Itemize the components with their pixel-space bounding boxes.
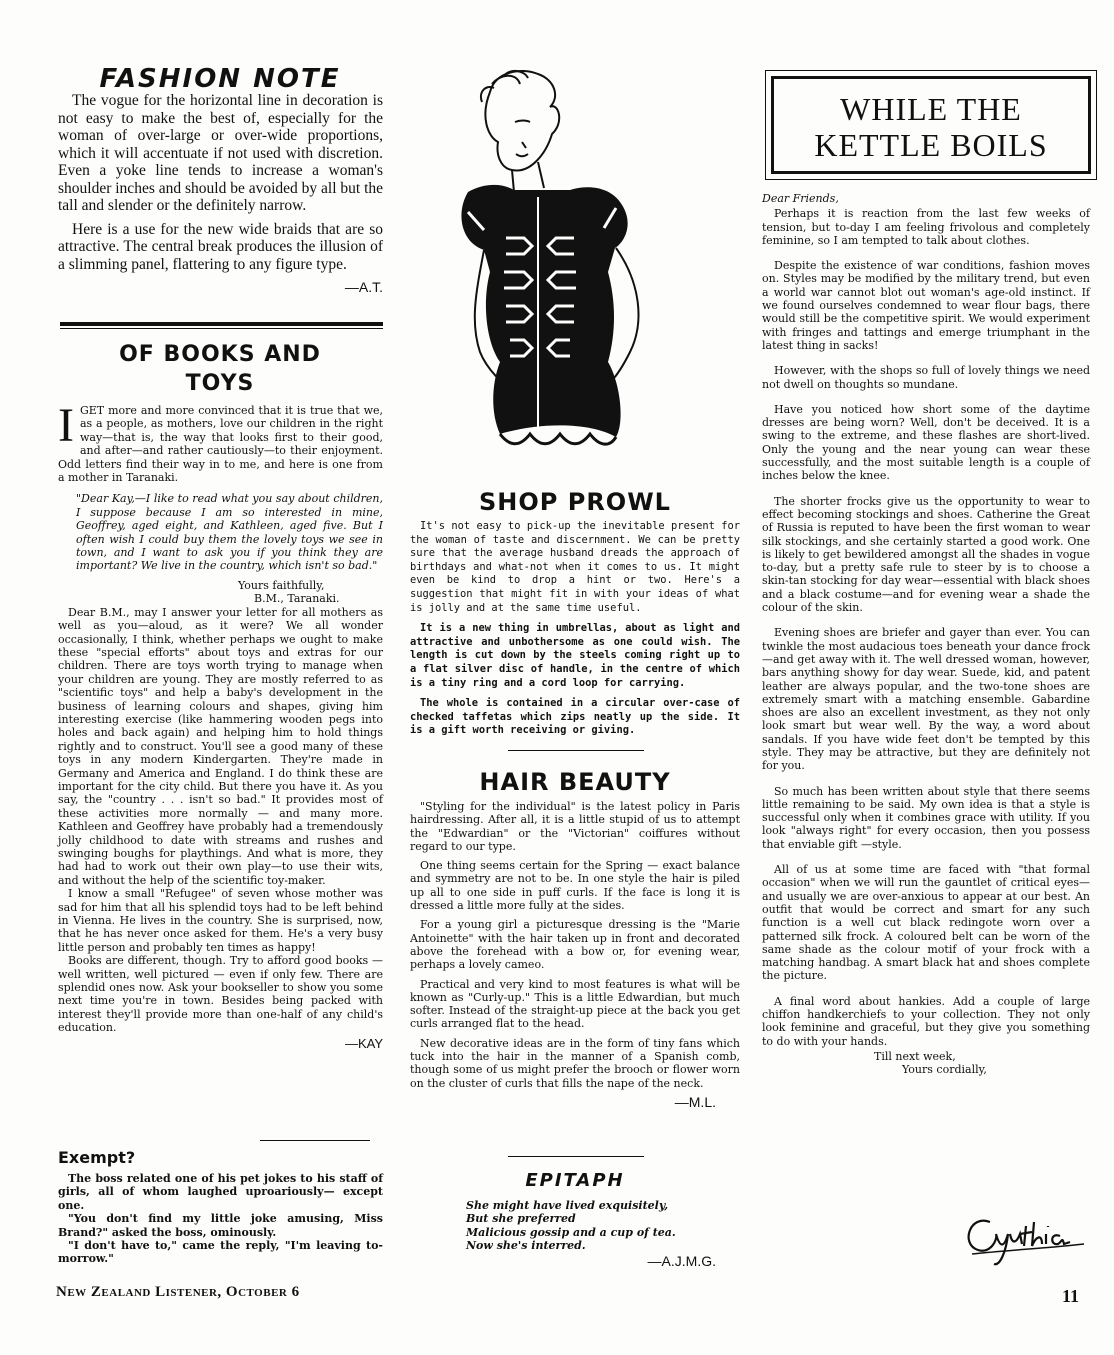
- kettle-title: [771, 76, 1091, 174]
- letter-author: B.M., Taranaki.: [254, 592, 340, 606]
- page-number: 11: [1062, 1286, 1080, 1306]
- divider: [508, 750, 644, 751]
- kettle-paragraph: All of us at some time are faced with "that formal occasion" when we will run the gauntlet of critical eyes—and usually we are over-anxious to appear at our best. An outfit that would be correct and smart for any such function is a well cut black redingote worn over a patterned silk frock. A coloured belt can be worn of the same shade as the colour motif of your frock with a matching handbag. A smart black hat and shoes complete the picture.: [762, 863, 1090, 983]
- hair-paragraph: "Styling for the individual" is the latest policy in Paris hairdressing. After all, it is a little stupid of us to attempt the "Edwardian" or the "Victorian" coiffures without regard to our type.: [410, 800, 740, 853]
- books-intro-text: GET more and more convinced that it is true that we, as a people, as mothers, love our children in the right way—that is, the way that looks first to their good, and after—and rather cautiously—to their enjoyment. Odd letters find their way in to me, and here is one from a mother in Taranaki.: [58, 404, 383, 485]
- books-toys-title: [60, 340, 380, 398]
- kettle-paragraph: Evening shoes are briefer and gayer than ever. You can twinkle the most audacious toes beneath your dance frock—and get away with it. The well dressed woman, however, bars anything showy for day wear. Suede, kid, and patent leather are always popular, and the two-tone shoes are extremely smart with a matching ensemble. Gabardine shoes are also an excellent investment, as they not only look smart but wear well. By the way, a word about sandals. If you have wide feet don't be tempted by this style. They may be attractive, but they are definitely not for you.: [762, 626, 1090, 773]
- books-paragraph: I know a small "Refugee" of seven whose mother was sad for him that all his splendid toys had to be left behind in Vienna. He lives in the country. She is surprised, now, that he has never once asked for them. He's a very busy little person and probably ten times as happy!: [58, 887, 383, 954]
- poem-line: Malicious gossip and a cup of tea.: [466, 1225, 676, 1239]
- fashion-note-body: [58, 92, 383, 297]
- shop-prowl-title: SHOP PROWL: [479, 488, 671, 516]
- books-signoff: —KAY: [344, 1035, 383, 1051]
- fashion-signoff: —A.T.: [344, 279, 383, 295]
- reader-letter-quote: "Dear Kay,—I like to read what you say about children, I suppose because I am so interested in mine, Geoffrey, aged eight, and Kathleen, aged five. But I often wish I could buy them the lovely toys we see in town, and I want to ask you if you think they are important? We live in the country, which isn't so bad.": [76, 492, 383, 573]
- hair-paragraph: For a young girl a picturesque dressing is the "Marie Antoinette" with the hair taken up in front and decorated above the forehead with a bow or, for evening wear, perhaps a lovely cameo.: [410, 918, 740, 972]
- hair-paragraph: New decorative ideas are in the form of tiny fans which tuck into the hair in the manner of a Spanish comb, though some of us might prefer the brooch or flower worn on the cluster of curls that fills the nape of the neck.: [410, 1036, 740, 1090]
- books-title-line: OF BOOKS AND: [119, 342, 321, 367]
- epitaph-signoff: —A.J.M.G.: [647, 1252, 716, 1269]
- signature-icon: [950, 1204, 1090, 1274]
- kettle-paragraph: So much has been written about style that there seems little remaining to be said. My own idea is that a style is successful only when it combines grace with utility. If you look "always right" for every occasion, then you possess that enviable gift —style.: [762, 784, 1090, 851]
- books-paragraph: [58, 399, 383, 485]
- divider: [60, 328, 383, 329]
- kettle-greeting: Dear Friends,: [762, 192, 839, 205]
- fashion-note-title: FASHION NOTE: [99, 64, 341, 94]
- kettle-closing: Till next week,: [874, 1049, 956, 1063]
- kettle-title-line: WHILE THE: [840, 91, 1022, 127]
- hair-beauty-body: [410, 800, 740, 1109]
- publication-footer: New Zealand Listener, October 6: [56, 1284, 300, 1300]
- books-paragraph: Dear B.M., may I answer your letter for all mothers as well as you—aloud, as it were? We all wonder occasionally, I think, whether perhaps we ought to make these "special efforts" about toys and extras for our children. There are toys worth trying to manage when your children are young. They are mostly referred to as "scientific toys" and help a baby's development in the business of learning colours and shapes, giving him interesting exercise (like hammering wooden pegs into holes and back again) and helping him to hold things rightly and to construct. You'll see a good many of these toys in any modern Kindergarten. They're made in Germany and America and England. I do think these are important for the city child. But there you have it. As you say, the "country . . . isn't so bad." It provides most of these activities more normally — and many more. Kathleen and Geoffrey have probably had a tremendously jolly childhood to date with streams and rushes and swinging boughs for playthings. And what is more, they had had to work out their own play—to use their wits, and without the help of the scientific toy-maker.: [58, 605, 383, 887]
- hair-beauty-title: HAIR BEAUTY: [479, 768, 671, 796]
- epitaph-title: EPITAPH: [525, 1170, 625, 1191]
- books-paragraph: Books are different, though. Try to afford good books — well written, well pictured — even if only few. There are splendid ones now. Ask your bookseller to show you some next time you're in town. Besides being packed with interest they'll provide more than one-half of any child's education.: [58, 954, 383, 1035]
- letter-closing: Yours faithfully,: [238, 578, 325, 592]
- divider: [260, 1140, 370, 1141]
- exempt-paragraph: "You don't find my little joke amusing, Miss Brand?" asked the boss, ominously.: [58, 1212, 383, 1239]
- kettle-body: [762, 192, 1090, 1077]
- fashion-paragraph: Here is a use for the new wide braids that are so attractive. The central break produces the illusion of a slimming panel, flattering to any figure type.: [58, 220, 383, 273]
- shop-paragraph: The whole is contained in a circular over-case of checked taffetas which zips neatly up the side. It is a gift worth receiving or giving.: [410, 697, 740, 737]
- fashion-figure-icon: [420, 62, 742, 482]
- divider: [508, 1156, 644, 1157]
- kettle-closing: Yours cordially,: [902, 1063, 987, 1077]
- kettle-paragraph: Have you noticed how short some of the daytime dresses are being worn? Well, don't be deceived. It is a swing to the extreme, and these flashes are short-lived. Only the young and the near young can wear these successfully, and the most suitable length is a couple of inches below the knee.: [762, 402, 1090, 483]
- kettle-paragraph: Despite the existence of war conditions, fashion moves on. Styles may be modified by the military trend, but even a world war cannot blot out woman's age-old instinct. If we found ourselves condemned to wear flour bags, there would still be the competitive spirit. We would experiment with fringes and tattings and emerge triumphant in the latest thing in sacks!: [762, 259, 1090, 352]
- books-title-line: TOYS: [185, 371, 255, 396]
- exempt-body: [58, 1172, 383, 1266]
- kettle-title-box: [765, 70, 1097, 180]
- kettle-paragraph: However, with the shops so full of lovely things we need not dwell on thoughts so mundane.: [762, 364, 1090, 391]
- poem-line: She might have lived exquisitely,: [466, 1199, 669, 1212]
- shop-paragraph: It's not easy to pick-up the inevitable present for the woman of taste and discernment. We can be pretty sure that the average husband dreads the approach of birthdays and what-not when it comes to us. It might even be kind to drop a hint or two. Here's a suggestion that might fit in with your ideas of what is jolly and at the same time useful.: [410, 520, 740, 614]
- hair-paragraph: One thing seems certain for the Spring — exact balance and symmetry are not to be. In one style the hair is piled up all to one side in puff curls. If the face is long it is dressed a little more fully at the sides.: [410, 859, 740, 913]
- kettle-paragraph: Perhaps it is reaction from the last few weeks of tension, but to-day I am feeling frivolous and completely feminine, so I am tempted to talk about clothes.: [762, 207, 1090, 247]
- poem-line: Now she's interred.: [466, 1239, 586, 1253]
- exempt-title: Exempt?: [58, 1148, 136, 1167]
- poem-line: But she preferred: [466, 1212, 576, 1226]
- kettle-paragraph: A final word about hankies. Add a couple of large chiffon handkerchiefs to your collection. They not only look feminine and graceful, but they give you something to do with your hands.: [762, 994, 1090, 1048]
- divider: [60, 322, 383, 326]
- exempt-paragraph: "I don't have to," came the reply, "I'm leaving to-morrow.": [58, 1239, 383, 1266]
- kettle-title-line: KETTLE BOILS: [814, 127, 1048, 163]
- exempt-paragraph: The boss related one of his pet jokes to his staff of girls, all of whom laughed uproariously— except one.: [58, 1172, 383, 1212]
- hair-signoff: —M.L.: [674, 1093, 716, 1110]
- books-toys-body: [58, 399, 383, 1051]
- epitaph-poem: [466, 1199, 726, 1268]
- kettle-paragraph: The shorter frocks give us the opportunity to wear to effect becoming stockings and shoes. Catherine the Great of Russia is reputed to have been the first woman to wear silk stockings, and she certainly started a good work. One is likely to get bewildered amongst all the shades in vogue to-day, but a pretty safe rule to steer by is to choose a skin-tan stocking for day wear—essential with black shoes and a black costume—and for evening wear a shade the colour of the skin.: [762, 494, 1090, 615]
- hair-paragraph: Practical and very kind to most features is what will be known as "Curly-up." This is a little Edwardian, but much softer. Instead of the straight-up piece at the back you get curls arranged flat to the head.: [410, 977, 740, 1031]
- shop-prowl-body: [410, 520, 740, 745]
- shop-paragraph: It is a new thing in umbrellas, about as light and attractive and unbothersome as one could wish. The length is cut down by the steels coming right up to a flat silver disc of handle, in the centre of which is a tiny ring and a cord loop for carrying.: [410, 622, 740, 689]
- fashion-paragraph: The vogue for the horizontal line in decoration is not easy to make the best of, especially for the woman of over-large or over-wide proportions, which it will accentuate if not used with discretion. Even a yoke line tends to increase a woman's shoulder inches and should be avoided by all but the tall and slender or the definitely narrow.: [58, 92, 384, 214]
- drop-cap: I: [58, 399, 74, 452]
